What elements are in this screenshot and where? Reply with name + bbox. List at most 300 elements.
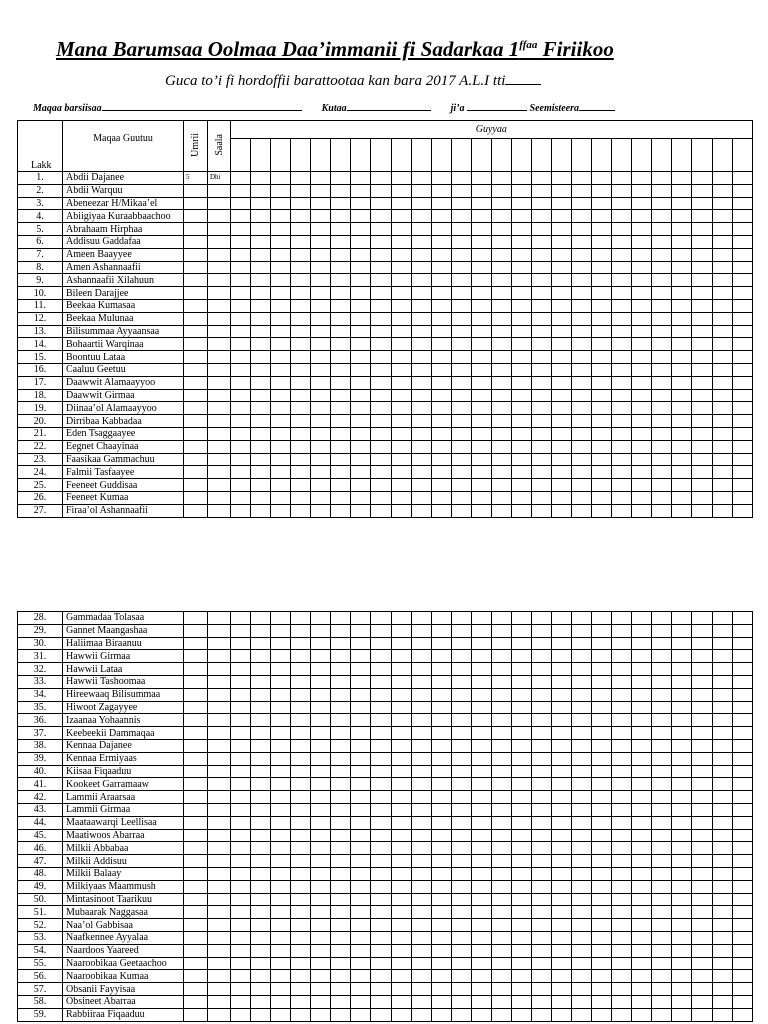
attendance-cell[interactable] [672,765,692,778]
attendance-cell[interactable] [471,970,491,983]
attendance-cell[interactable] [231,466,251,479]
attendance-cell[interactable] [431,427,451,440]
attendance-cell[interactable] [652,867,672,880]
attendance-cell[interactable] [572,675,592,688]
attendance-cell[interactable] [672,624,692,637]
attendance-cell[interactable] [251,995,271,1008]
attendance-cell[interactable] [612,688,632,701]
attendance-cell[interactable] [391,829,411,842]
attendance-cell[interactable] [451,184,471,197]
attendance-cell[interactable] [391,906,411,919]
attendance-cell[interactable] [732,299,752,312]
attendance-cell[interactable] [652,688,672,701]
attendance-cell[interactable] [572,351,592,364]
attendance-cell[interactable] [692,663,712,676]
attendance-cell[interactable] [612,299,632,312]
attendance-cell[interactable] [592,816,612,829]
attendance-cell[interactable] [712,701,732,714]
attendance-cell[interactable] [692,351,712,364]
attendance-cell[interactable] [632,389,652,402]
attendance-cell[interactable] [491,210,511,223]
attendance-cell[interactable] [371,274,391,287]
attendance-cell[interactable] [311,504,331,517]
attendance-cell[interactable] [592,906,612,919]
attendance-cell[interactable] [251,727,271,740]
attendance-cell[interactable] [331,944,351,957]
attendance-cell[interactable] [251,931,271,944]
attendance-cell[interactable] [692,299,712,312]
attendance-cell[interactable] [431,325,451,338]
attendance-cell[interactable] [291,479,311,492]
attendance-cell[interactable] [632,248,652,261]
attendance-cell[interactable] [431,624,451,637]
attendance-cell[interactable] [291,287,311,300]
attendance-cell[interactable] [632,287,652,300]
attendance-cell[interactable] [431,970,451,983]
attendance-cell[interactable] [411,491,431,504]
attendance-cell[interactable] [672,440,692,453]
attendance-cell[interactable] [692,274,712,287]
attendance-cell[interactable] [451,440,471,453]
attendance-cell[interactable] [491,197,511,210]
attendance-cell[interactable] [351,995,371,1008]
attendance-cell[interactable] [612,663,632,676]
attendance-cell[interactable] [271,402,291,415]
attendance-cell[interactable] [491,791,511,804]
attendance-cell[interactable] [231,867,251,880]
attendance-cell[interactable] [231,427,251,440]
attendance-cell[interactable] [692,479,712,492]
attendance-cell[interactable] [471,778,491,791]
attendance-cell[interactable] [652,624,672,637]
attendance-cell[interactable] [331,351,351,364]
attendance-cell[interactable] [531,466,551,479]
attendance-cell[interactable] [552,791,572,804]
attendance-cell[interactable] [471,752,491,765]
attendance-cell[interactable] [391,752,411,765]
attendance-cell[interactable] [511,376,531,389]
attendance-cell[interactable] [411,880,431,893]
attendance-cell[interactable] [371,338,391,351]
attendance-cell[interactable] [311,235,331,248]
attendance-cell[interactable] [592,287,612,300]
attendance-cell[interactable] [451,855,471,868]
attendance-cell[interactable] [692,765,712,778]
attendance-cell[interactable] [351,650,371,663]
attendance-cell[interactable] [511,957,531,970]
attendance-cell[interactable] [511,842,531,855]
attendance-cell[interactable] [411,612,431,625]
attendance-cell[interactable] [251,803,271,816]
attendance-cell[interactable] [552,402,572,415]
attendance-cell[interactable] [331,312,351,325]
attendance-cell[interactable] [692,223,712,236]
attendance-cell[interactable] [531,765,551,778]
attendance-cell[interactable] [331,376,351,389]
attendance-cell[interactable] [572,235,592,248]
attendance-cell[interactable] [471,624,491,637]
attendance-cell[interactable] [411,663,431,676]
attendance-cell[interactable] [351,727,371,740]
attendance-cell[interactable] [712,983,732,996]
attendance-cell[interactable] [491,727,511,740]
attendance-cell[interactable] [231,701,251,714]
attendance-cell[interactable] [712,624,732,637]
attendance-cell[interactable] [531,714,551,727]
attendance-cell[interactable] [692,466,712,479]
attendance-cell[interactable] [732,931,752,944]
attendance-cell[interactable] [351,248,371,261]
attendance-cell[interactable] [712,210,732,223]
attendance-cell[interactable] [271,223,291,236]
attendance-cell[interactable] [331,197,351,210]
attendance-cell[interactable] [311,855,331,868]
attendance-cell[interactable] [391,351,411,364]
attendance-cell[interactable] [652,906,672,919]
attendance-cell[interactable] [592,791,612,804]
attendance-cell[interactable] [371,650,391,663]
attendance-cell[interactable] [391,688,411,701]
attendance-cell[interactable] [291,299,311,312]
attendance-cell[interactable] [411,637,431,650]
attendance-cell[interactable] [552,893,572,906]
attendance-cell[interactable] [371,197,391,210]
attendance-cell[interactable] [632,223,652,236]
attendance-cell[interactable] [531,210,551,223]
attendance-cell[interactable] [271,479,291,492]
attendance-cell[interactable] [712,287,732,300]
attendance-cell[interactable] [552,338,572,351]
attendance-cell[interactable] [712,752,732,765]
attendance-cell[interactable] [471,637,491,650]
attendance-cell[interactable] [672,491,692,504]
attendance-cell[interactable] [471,816,491,829]
attendance-cell[interactable] [471,906,491,919]
attendance-cell[interactable] [531,701,551,714]
attendance-cell[interactable] [572,466,592,479]
attendance-cell[interactable] [632,983,652,996]
attendance-cell[interactable] [592,389,612,402]
attendance-cell[interactable] [451,931,471,944]
attendance-cell[interactable] [612,803,632,816]
attendance-cell[interactable] [371,312,391,325]
attendance-cell[interactable] [632,466,652,479]
attendance-cell[interactable] [732,752,752,765]
attendance-cell[interactable] [331,880,351,893]
attendance-cell[interactable] [391,791,411,804]
attendance-cell[interactable] [451,688,471,701]
attendance-cell[interactable] [732,248,752,261]
attendance-cell[interactable] [672,274,692,287]
attendance-cell[interactable] [471,376,491,389]
attendance-cell[interactable] [652,453,672,466]
attendance-cell[interactable] [511,624,531,637]
attendance-cell[interactable] [572,184,592,197]
attendance-cell[interactable] [592,466,612,479]
attendance-cell[interactable] [251,504,271,517]
attendance-cell[interactable] [411,675,431,688]
attendance-cell[interactable] [411,829,431,842]
attendance-cell[interactable] [251,791,271,804]
attendance-cell[interactable] [451,944,471,957]
attendance-cell[interactable] [552,504,572,517]
attendance-cell[interactable] [331,650,351,663]
attendance-cell[interactable] [712,479,732,492]
attendance-cell[interactable] [612,906,632,919]
attendance-cell[interactable] [652,223,672,236]
attendance-cell[interactable] [451,325,471,338]
attendance-cell[interactable] [672,312,692,325]
attendance-cell[interactable] [231,663,251,676]
attendance-cell[interactable] [692,248,712,261]
attendance-cell[interactable] [291,197,311,210]
attendance-cell[interactable] [231,184,251,197]
attendance-cell[interactable] [652,880,672,893]
attendance-cell[interactable] [732,274,752,287]
attendance-cell[interactable] [351,739,371,752]
attendance-cell[interactable] [271,491,291,504]
attendance-cell[interactable] [271,765,291,778]
attendance-cell[interactable] [291,778,311,791]
attendance-cell[interactable] [692,312,712,325]
attendance-cell[interactable] [592,197,612,210]
attendance-cell[interactable] [732,427,752,440]
attendance-cell[interactable] [231,714,251,727]
attendance-cell[interactable] [552,299,572,312]
attendance-cell[interactable] [672,816,692,829]
attendance-cell[interactable] [291,688,311,701]
section-line[interactable] [347,100,431,111]
attendance-cell[interactable] [291,172,311,185]
attendance-cell[interactable] [391,944,411,957]
attendance-cell[interactable] [251,172,271,185]
attendance-cell[interactable] [351,466,371,479]
attendance-cell[interactable] [231,829,251,842]
attendance-cell[interactable] [732,415,752,428]
attendance-cell[interactable] [511,867,531,880]
attendance-cell[interactable] [311,803,331,816]
attendance-cell[interactable] [271,415,291,428]
attendance-cell[interactable] [531,637,551,650]
attendance-cell[interactable] [391,312,411,325]
attendance-cell[interactable] [491,688,511,701]
attendance-cell[interactable] [652,778,672,791]
attendance-cell[interactable] [732,624,752,637]
attendance-cell[interactable] [632,816,652,829]
attendance-cell[interactable] [291,919,311,932]
attendance-cell[interactable] [652,919,672,932]
attendance-cell[interactable] [652,944,672,957]
attendance-cell[interactable] [291,675,311,688]
attendance-cell[interactable] [572,624,592,637]
attendance-cell[interactable] [672,829,692,842]
attendance-cell[interactable] [471,919,491,932]
attendance-cell[interactable] [451,739,471,752]
attendance-cell[interactable] [371,210,391,223]
attendance-cell[interactable] [672,287,692,300]
attendance-cell[interactable] [451,453,471,466]
attendance-cell[interactable] [371,906,391,919]
attendance-cell[interactable] [732,842,752,855]
attendance-cell[interactable] [572,338,592,351]
attendance-cell[interactable] [291,338,311,351]
attendance-cell[interactable] [451,970,471,983]
attendance-cell[interactable] [331,223,351,236]
attendance-cell[interactable] [612,351,632,364]
attendance-cell[interactable] [291,440,311,453]
attendance-cell[interactable] [371,172,391,185]
attendance-cell[interactable] [391,427,411,440]
attendance-cell[interactable] [511,274,531,287]
attendance-cell[interactable] [531,479,551,492]
attendance-cell[interactable] [271,624,291,637]
attendance-cell[interactable] [572,415,592,428]
attendance-cell[interactable] [391,765,411,778]
month-line[interactable] [467,100,527,111]
attendance-cell[interactable] [572,223,592,236]
attendance-cell[interactable] [491,504,511,517]
attendance-cell[interactable] [291,867,311,880]
attendance-cell[interactable] [531,995,551,1008]
attendance-cell[interactable] [271,235,291,248]
attendance-cell[interactable] [712,299,732,312]
attendance-cell[interactable] [612,402,632,415]
attendance-cell[interactable] [692,235,712,248]
attendance-cell[interactable] [431,880,451,893]
attendance-cell[interactable] [692,803,712,816]
attendance-cell[interactable] [371,389,391,402]
attendance-cell[interactable] [491,248,511,261]
attendance-cell[interactable] [371,624,391,637]
attendance-cell[interactable] [612,778,632,791]
attendance-cell[interactable] [572,995,592,1008]
attendance-cell[interactable] [592,223,612,236]
attendance-cell[interactable] [411,944,431,957]
attendance-cell[interactable] [592,803,612,816]
attendance-cell[interactable] [592,944,612,957]
attendance-cell[interactable] [351,325,371,338]
attendance-cell[interactable] [431,197,451,210]
attendance-cell[interactable] [491,440,511,453]
attendance-cell[interactable] [712,453,732,466]
attendance-cell[interactable] [291,931,311,944]
attendance-cell[interactable] [552,919,572,932]
attendance-cell[interactable] [231,376,251,389]
attendance-cell[interactable] [451,248,471,261]
attendance-cell[interactable] [351,752,371,765]
attendance-cell[interactable] [231,688,251,701]
attendance-cell[interactable] [351,184,371,197]
attendance-cell[interactable] [411,197,431,210]
attendance-cell[interactable] [732,184,752,197]
attendance-cell[interactable] [431,612,451,625]
attendance-cell[interactable] [592,880,612,893]
attendance-cell[interactable] [511,944,531,957]
attendance-cell[interactable] [712,663,732,676]
attendance-cell[interactable] [632,427,652,440]
attendance-cell[interactable] [632,1008,652,1021]
attendance-cell[interactable] [331,727,351,740]
attendance-cell[interactable] [632,210,652,223]
attendance-cell[interactable] [471,944,491,957]
attendance-cell[interactable] [271,612,291,625]
attendance-cell[interactable] [712,791,732,804]
attendance-cell[interactable] [391,453,411,466]
attendance-cell[interactable] [391,919,411,932]
attendance-cell[interactable] [331,842,351,855]
attendance-cell[interactable] [251,184,271,197]
attendance-cell[interactable] [511,714,531,727]
attendance-cell[interactable] [371,440,391,453]
attendance-cell[interactable] [411,778,431,791]
attendance-cell[interactable] [692,389,712,402]
attendance-cell[interactable] [531,184,551,197]
attendance-cell[interactable] [431,299,451,312]
attendance-cell[interactable] [592,995,612,1008]
attendance-cell[interactable] [712,376,732,389]
attendance-cell[interactable] [712,765,732,778]
attendance-cell[interactable] [331,274,351,287]
attendance-cell[interactable] [712,197,732,210]
attendance-cell[interactable] [291,491,311,504]
attendance-cell[interactable] [311,944,331,957]
attendance-cell[interactable] [491,389,511,402]
attendance-cell[interactable] [251,624,271,637]
attendance-cell[interactable] [632,944,652,957]
attendance-cell[interactable] [592,688,612,701]
attendance-cell[interactable] [592,351,612,364]
attendance-cell[interactable] [692,376,712,389]
attendance-cell[interactable] [311,983,331,996]
attendance-cell[interactable] [652,312,672,325]
attendance-cell[interactable] [311,197,331,210]
attendance-cell[interactable] [331,983,351,996]
attendance-cell[interactable] [732,829,752,842]
attendance-cell[interactable] [652,637,672,650]
attendance-cell[interactable] [331,739,351,752]
attendance-cell[interactable] [471,184,491,197]
attendance-cell[interactable] [692,714,712,727]
attendance-cell[interactable] [632,235,652,248]
attendance-cell[interactable] [251,765,271,778]
attendance-cell[interactable] [451,389,471,402]
attendance-cell[interactable] [351,675,371,688]
attendance-cell[interactable] [291,427,311,440]
attendance-cell[interactable] [311,650,331,663]
attendance-cell[interactable] [431,663,451,676]
attendance-cell[interactable] [692,944,712,957]
attendance-cell[interactable] [732,701,752,714]
attendance-cell[interactable] [572,453,592,466]
attendance-cell[interactable] [331,765,351,778]
attendance-cell[interactable] [431,402,451,415]
attendance-cell[interactable] [471,688,491,701]
attendance-cell[interactable] [612,650,632,663]
attendance-cell[interactable] [552,739,572,752]
attendance-cell[interactable] [732,995,752,1008]
attendance-cell[interactable] [712,248,732,261]
attendance-cell[interactable] [511,983,531,996]
attendance-cell[interactable] [371,931,391,944]
attendance-cell[interactable] [351,778,371,791]
attendance-cell[interactable] [251,688,271,701]
attendance-cell[interactable] [351,842,371,855]
attendance-cell[interactable] [311,453,331,466]
attendance-cell[interactable] [471,701,491,714]
attendance-cell[interactable] [531,197,551,210]
attendance-cell[interactable] [271,931,291,944]
attendance-cell[interactable] [271,248,291,261]
